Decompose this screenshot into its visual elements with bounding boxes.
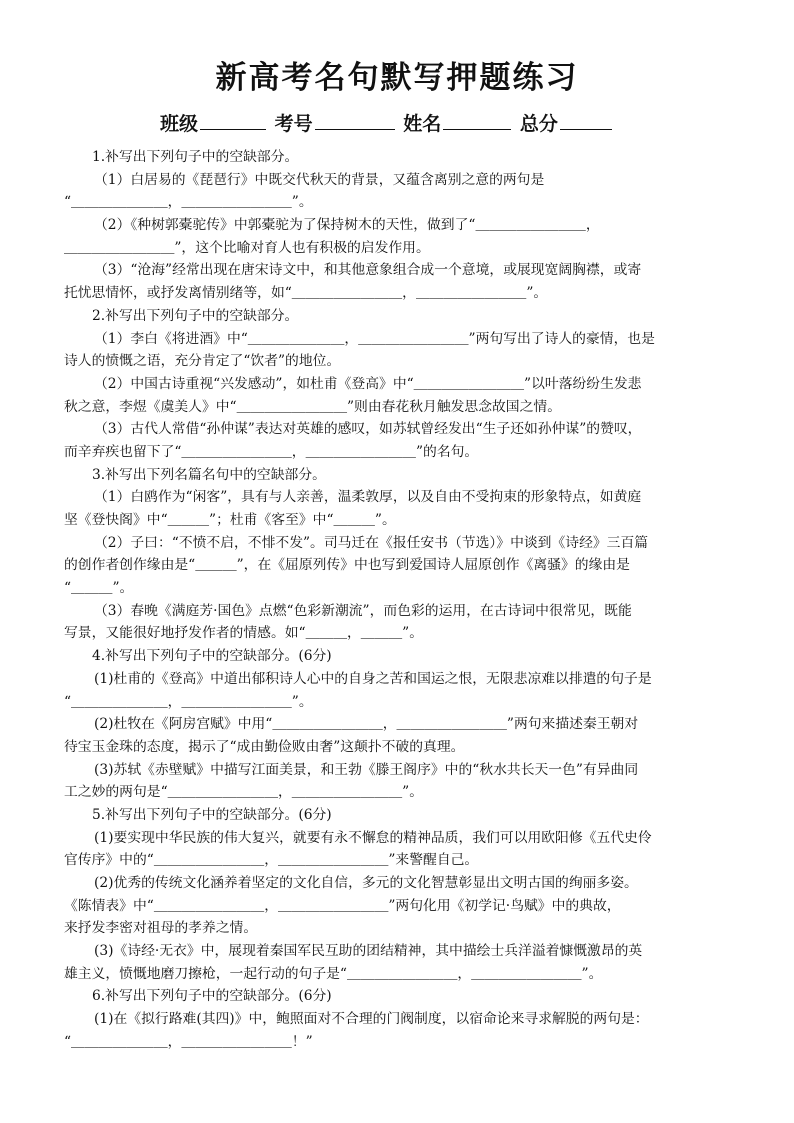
- score-blank[interactable]: [560, 111, 612, 130]
- number-label: 考号: [274, 113, 313, 135]
- text-line: 待宝玉金珠的态度，揭示了“成由勤俭败由奢”这颠扑不破的真理。: [64, 738, 465, 755]
- text-line: 2.补写出下列句子中的空缺部分。: [92, 307, 299, 324]
- text-line: (1)要实现中华民族的伟大复兴，就要有永不懈怠的精神品质，我们可以用欧阳修《五代史伶: [94, 829, 652, 846]
- text-line: （3）“沧海”经常出现在唐宋诗文中，和其他意象组合成一个意境，或展现宽阔胸襟，或寄: [94, 262, 642, 279]
- text-line: （3）古代人常借“孙仲谋”表达对英雄的感叹，如苏轼曾经发出“生子还如孙仲谋”的赞叹，: [94, 421, 642, 438]
- text-line: 《陈情表》中“＿＿＿＿＿＿＿＿，＿＿＿＿＿＿＿＿”两句化用《初学记·鸟赋》中的典故，: [64, 897, 621, 914]
- text-line: 诗人的愤慨之语，充分肯定了“饮者”的地位。: [64, 353, 341, 370]
- text-line: 4.补写出下列句子中的空缺部分。(6分): [92, 648, 332, 665]
- text-line: 工之妙的两句是“＿＿＿＿＿＿＿＿，＿＿＿＿＿＿＿＿”。: [64, 784, 424, 801]
- name-label: 姓名: [403, 113, 442, 135]
- text-line: （1）白居易的《琵琶行》中既交代秋天的背景，又蕴含离别之意的两句是: [94, 171, 545, 188]
- text-line: “＿＿＿”。: [64, 580, 134, 597]
- text-line: (3)苏轼《赤壁赋》中描写江面美景，和王勃《滕王阁序》中的“秋水共长天一色”有异曲同: [94, 761, 639, 778]
- text-line: (1)杜甫的《登高》中道出郁积诗人心中的自身之苦和国运之恨，无限悲凉难以排遣的句子是: [94, 670, 652, 687]
- text-line: “＿＿＿＿＿＿＿，＿＿＿＿＿＿＿＿”。: [64, 693, 313, 710]
- text-line: （2）《种树郭橐驼传》中郭橐驼为了保持树木的天性，做到了“＿＿＿＿＿＿＿＿，: [94, 217, 600, 234]
- student-info-row: [160, 110, 614, 138]
- text-line: 5.补写出下列句子中的空缺部分。(6分): [92, 806, 332, 823]
- class-label: 班级: [160, 113, 199, 135]
- class-blank[interactable]: [200, 111, 266, 130]
- text-line: (2)杜牧在《阿房宫赋》中用“＿＿＿＿＿＿＿＿，＿＿＿＿＿＿＿＿”两句来描述秦王朝对: [94, 716, 639, 733]
- score-label: 总分: [519, 113, 558, 135]
- number-blank[interactable]: [315, 111, 395, 130]
- text-line: 的创作者创作缘由是“＿＿＿”，在《屈原列传》中也写到爱国诗人屈原创作《离骚》的缘由是: [64, 557, 630, 574]
- text-line: （2）中国古诗重视“兴发感动”，如杜甫《登高》中“＿＿＿＿＿＿＿＿”以叶落纷纷生发悲: [94, 375, 642, 392]
- text-line: (3)《诗经·无衣》中，展现着秦国军民互助的团结精神，其中描绘士兵洋溢着慷慨激昂的英: [94, 943, 643, 960]
- text-line: “＿＿＿＿＿＿＿，＿＿＿＿＿＿＿＿”。: [64, 194, 313, 211]
- text-line: ＿＿＿＿＿＿＿＿”，这个比喻对育人也有积极的启发作用。: [64, 239, 430, 256]
- text-line: （1）白鸥作为“闲客”，具有与人亲善，温柔敦厚，以及自由不受拘束的形象特点，如黄庭: [94, 489, 642, 506]
- text-line: 1.补写出下列句子中的空缺部分。: [92, 149, 299, 165]
- text-line: 秋之意，李煜《虞美人》中“＿＿＿＿＿＿＿＿”则由春花秋月触发思念故国之情。: [64, 398, 561, 415]
- text-line: “＿＿＿＿＿＿＿，＿＿＿＿＿＿＿＿！”: [64, 1033, 313, 1050]
- text-line: (2)优秀的传统文化涵养着坚定的文化自信，多元的文化智慧彰显出文明古国的绚丽多姿。: [94, 875, 638, 891]
- text-line: 写景，又能很好地抒发作者的情感。如“＿＿＿，＿＿＿”。: [64, 625, 424, 642]
- text-line: 托忧思情怀，或抒发离情别绪等，如“＿＿＿＿＿＿＿＿，＿＿＿＿＿＿＿＿”。: [64, 285, 548, 302]
- text-line: 雄主义，愤慨地磨刀擦枪，一起行动的句子是“＿＿＿＿＿＿＿＿，＿＿＿＿＿＿＿＿”。: [64, 965, 603, 982]
- text-line: (1)在《拟行路难(其四)》中，鲍照面对不合理的门阀制度，以宿命论来寻求解脱的两句是：: [94, 1011, 649, 1028]
- text-line: 来抒发李密对祖母的孝养之情。: [64, 920, 258, 937]
- question-body: [64, 146, 734, 1054]
- text-line: （2）子曰：“不愤不启，不悱不发”。司马迁在《报任安书（节选）》中谈到《诗经》三百篇: [94, 534, 649, 551]
- text-line: 3.补写出下列名篇名句中的空缺部分。: [92, 466, 326, 483]
- text-line: （1）李白《将进酒》中“＿＿＿＿＿＿＿，＿＿＿＿＿＿＿＿”两句写出了诗人的豪情，也是: [94, 330, 655, 347]
- name-blank[interactable]: [443, 111, 511, 130]
- page-title: 新高考名句默写押题练习: [215, 60, 579, 96]
- text-line: 6.补写出下列句子中的空缺部分。(6分): [92, 988, 332, 1005]
- text-line: 官传序》中的“＿＿＿＿＿＿＿＿，＿＿＿＿＿＿＿＿”来警醒自己。: [64, 852, 479, 869]
- text-line: 坚《登快阁》中“＿＿＿”；杜甫《客至》中“＿＿＿”。: [64, 512, 396, 528]
- text-line: （3）春晚《满庭芳·国色》点燃“色彩新潮流”，而色彩的运用，在古诗词中很常见，既能: [94, 602, 632, 619]
- text-line: 而辛弃疾也留下了“＿＿＿＿＿＿＿＿，＿＿＿＿＿＿＿＿”的名句。: [64, 443, 479, 460]
